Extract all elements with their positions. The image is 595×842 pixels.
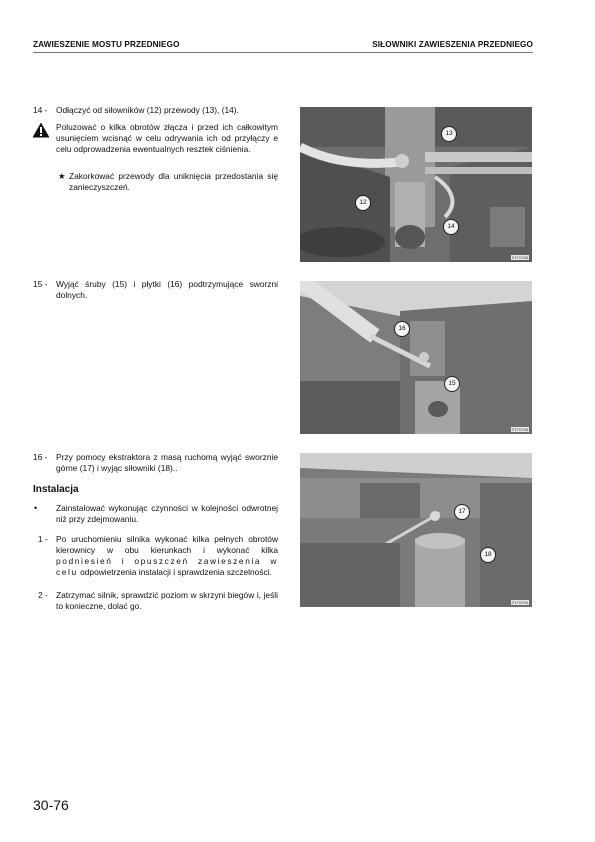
warning-icon (32, 122, 50, 138)
install-1-number: 1 - (38, 534, 48, 544)
figure-3-photo (300, 453, 532, 607)
step-16-text: Przy pomocy ekstraktora z masą ruchomą wyjąć sworznie górne (17) i wyjąc siłowniki (18).. (56, 452, 278, 474)
figure-code: F1T0709 (511, 600, 528, 605)
step-16-number: 16 - (33, 452, 48, 462)
install-bullet-text: Zainstalować wykonując czynności w kolejności odwrotnej niż przy zdejmowaniu. (56, 503, 278, 525)
page-number: 30-76 (33, 797, 69, 813)
step-15-text: Wyjąć śruby (15) i płytki (16) podtrzymujące sworzni dolnych. (56, 279, 278, 301)
star-icon: ★ (58, 171, 66, 181)
install-1-text-b: odpowietrzenia instalacji i sprawdzenia szczelności. (80, 567, 272, 578)
install-2-number: 2 - (38, 590, 48, 600)
header-chapter-title: SIŁOWNIKI ZAWIESZENIA PRZEDNIEGO (372, 40, 533, 49)
callout-16: 16 (394, 321, 410, 337)
install-2-text: Zatrzymać silnik, sprawdzić poziom w skrzyni biegów i, jeśli to konieczne, dolać go. (56, 590, 278, 612)
bullet-icon: • (34, 503, 38, 513)
step-14-number: 14 - (33, 105, 48, 115)
step-15-number: 15 - (33, 279, 48, 289)
callout-13: 13 (441, 126, 457, 142)
install-1-text (56, 534, 278, 578)
step-14-text: Odłączyć od siłowników (12) przewody (13), (14). (56, 105, 239, 115)
figure-2-photo (300, 281, 532, 434)
install-1-text-spaced: podniesień i opuszczeń zawieszenia w celu (56, 556, 278, 578)
callout-14: 14 (443, 219, 459, 235)
header-section-title: ZAWIESZENIE MOSTU PRZEDNIEGO (33, 40, 180, 49)
step-14-note: Zakorkować przewody dla uniknięcia przedostania się zanieczyszczeń. (69, 171, 278, 193)
header-divider (33, 52, 533, 53)
callout-18: 18 (480, 547, 496, 563)
install-1-text-a: Po uruchomieniu silnika wykonać kilka pełnych obrotów kierownicy w obu kierunkach i wykonać kilka (56, 534, 278, 556)
callout-15: 15 (444, 376, 460, 392)
installation-heading: Instalacja (33, 484, 79, 495)
figure-1-photo (300, 107, 532, 262)
step-14-warning: Poluzować o kilka obrotów złącza i przed ich całkowitym usunięciem wcisnąć w celu odrywania ich od przyłączy e celu odprowadzenia ewentualnych resztek ciśnienia. (56, 122, 278, 155)
callout-12: 12 (355, 195, 371, 211)
figure-code: F1T0708 (511, 427, 528, 432)
callout-17: 17 (454, 504, 470, 520)
figure-code: F1T0706 (511, 255, 528, 260)
